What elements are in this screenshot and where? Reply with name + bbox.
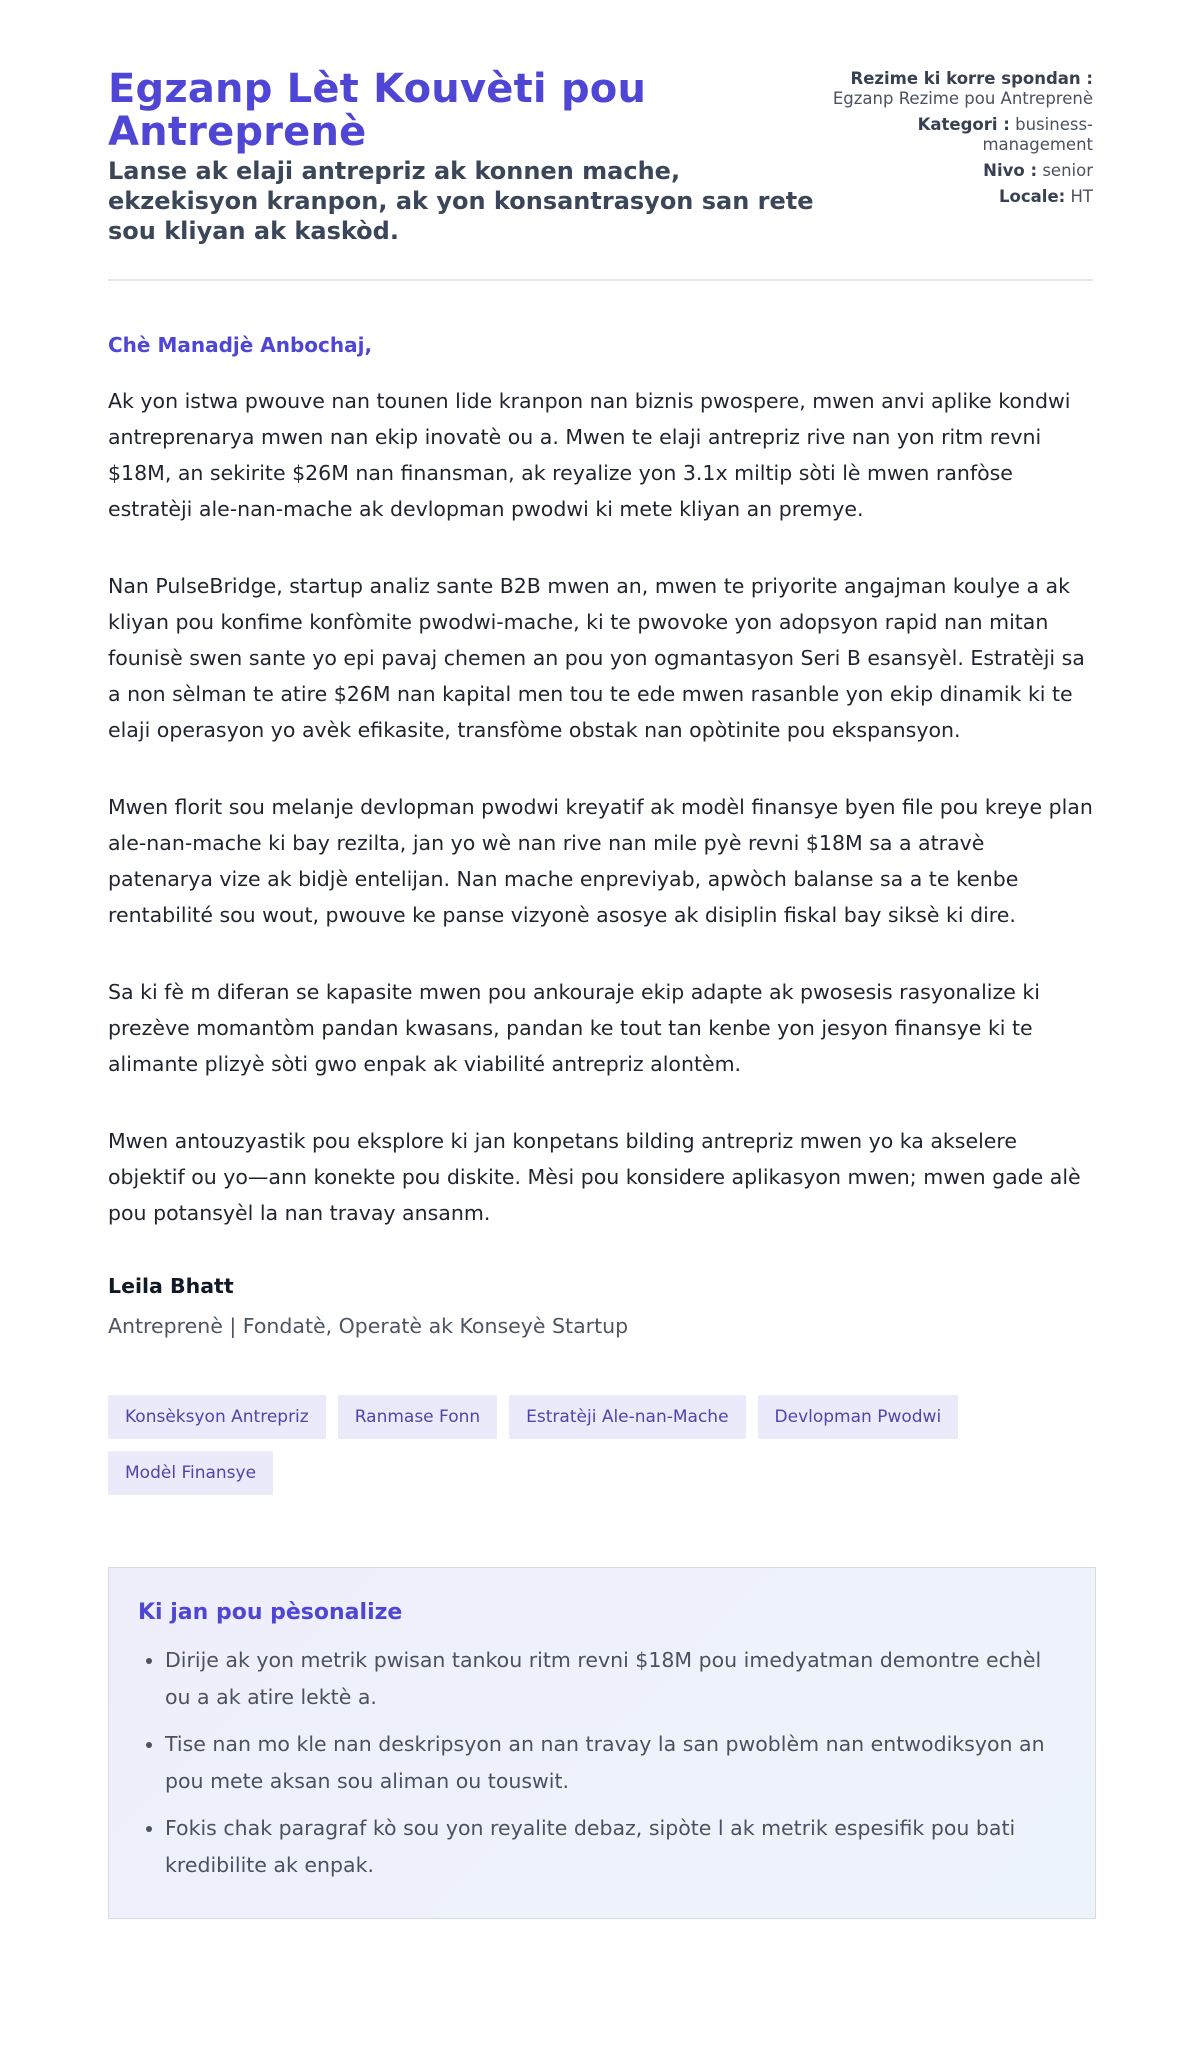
- letter-paragraph: Mwen antouzyastik pou eksplore ki jan konpetans bilding antrepriz mwen yo ka akselere objektif ou yo—ann konekte pou diskite. Mèsi pou konsidere aplikasyon mwen; mwen gade alè pou potansyèl la nan travay ansanm.: [108, 1129, 1081, 1225]
- meta-panel: [824, 68, 1093, 213]
- meta-category-label: Kategori :: [917, 115, 1010, 134]
- page-title: Egzanp Lèt Kouvèti pou Antreprenè: [108, 66, 647, 155]
- meta-category: [824, 115, 1093, 155]
- page-header: [108, 68, 1093, 246]
- header-titles: [108, 68, 824, 246]
- tip-item: • Fokis chak paragraf kò sou yon reyalite debaz, sipòte l ak metrik espesifik pou bati kredibilite ak enpak.: [165, 1810, 1067, 1884]
- tip-item: • Tise nan mo kle nan deskripsyon an nan travay la san pwoblèm nan entwodiksyon an pou mete aksan sou aliman ou touswit.: [165, 1726, 1067, 1800]
- meta-resume: [824, 69, 1093, 109]
- page-subtitle: Lanse ak elaji antrepriz ak konnen mache, ekzekisyon kranpon, ak yon konsantrasyon san rete sou kliyan ak kaskòd.: [108, 157, 814, 245]
- meta-level-label: Nivo :: [983, 161, 1038, 180]
- meta-category-value: business-management: [982, 115, 1093, 154]
- meta-level-value: senior: [1042, 161, 1093, 180]
- letter-body: [108, 383, 1093, 1231]
- skill-tag: Konsèksyon Antrepriz: [108, 1395, 326, 1439]
- tips-list: [138, 1642, 1067, 1884]
- meta-locale-label: Locale:: [999, 187, 1066, 206]
- letter-paragraph: Ak yon istwa pwouve nan tounen lide kranpon nan biznis pwospere, mwen anvi aplike kondwi antreprenarya mwen nan ekip inovatè ou a. Mwen te elaji antrepriz rive nan yon ritm revni $18M, an sekirite $26M nan finansman, ak reyalize yon 3.1x miltip sòti lè mwen ranfòse estratèji ale-nan-mache ak devlopman pwodwi ki mete kliyan an premye.: [108, 389, 1071, 521]
- signature-name: Leila Bhatt: [108, 1274, 234, 1298]
- header-divider: [108, 279, 1093, 281]
- customization-tips-box: [108, 1567, 1096, 1919]
- meta-resume-value: Egzanp Rezime pou Antreprenè: [832, 89, 1093, 108]
- meta-locale-value: HT: [1070, 187, 1093, 206]
- letter-paragraph: Sa ki fè m diferan se kapasite mwen pou ankouraje ekip adapte ak pwosesis rasyonalize ki prezève momantòm pandan kwasans, pandan ke tout tan kenbe yon jesyon finansye ki te alimante plizyè sòti gwo enpak ak viabilité antrepriz alontèm.: [108, 980, 1040, 1076]
- tips-title: Ki jan pou pèsonalize: [138, 1600, 403, 1625]
- meta-locale: [824, 187, 1093, 207]
- letter-paragraph: Nan PulseBridge, startup analiz sante B2B mwen an, mwen te priyorite angajman koulye a ak kliyan pou konfime konfòmite pwodwi-mache, ki te pwovoke yon adopsyon rapid nan mitan founisè swen sante yo epi pavaj chemen an pou yon ogmantasyon Seri B esansyèl. Estratèji sa a non sèlman te atire $26M nan kapital men tou te ede mwen rasanble yon ekip dinamik ki te elaji operasyon yo avèk efikasite, transfòme obstak nan opòtinite pou ekspansyon.: [108, 574, 1085, 742]
- skill-tag: Devlopman Pwodwi: [758, 1395, 959, 1439]
- meta-level: [824, 161, 1093, 181]
- meta-resume-label: Rezime ki korre spondan :: [850, 69, 1093, 88]
- skill-tag: Ranmase Fonn: [338, 1395, 497, 1439]
- skill-tag: Modèl Finansye: [108, 1451, 273, 1495]
- signature-role: Antreprenè | Fondatè, Operatè ak Konseyè Startup: [108, 1314, 629, 1338]
- skill-tags: [108, 1395, 1098, 1507]
- letter-greeting: Chè Manadjè Anbochaj,: [108, 333, 373, 357]
- skill-tag: Estratèji Ale-nan-Mache: [509, 1395, 745, 1439]
- letter-paragraph: Mwen florit sou melanje devlopman pwodwi kreyatif ak modèl finansye byen file pou kreye plan ale-nan-mache ki bay rezilta, jan yo wè nan rive nan mile pyè revni $18M sa a atravè patenarya vize ak bidjè entelijan. Nan mache enpreviyab, apwòch balanse sa a te kenbe rentabilité sou wout, pwouve ke panse vizyonè asosye ak disiplin fiskal bay siksè ki dire.: [108, 795, 1093, 927]
- tip-item: • Dirije ak yon metrik pwisan tankou ritm revni $18M pou imedyatman demontre echèl ou a ak atire lektè a.: [165, 1642, 1067, 1716]
